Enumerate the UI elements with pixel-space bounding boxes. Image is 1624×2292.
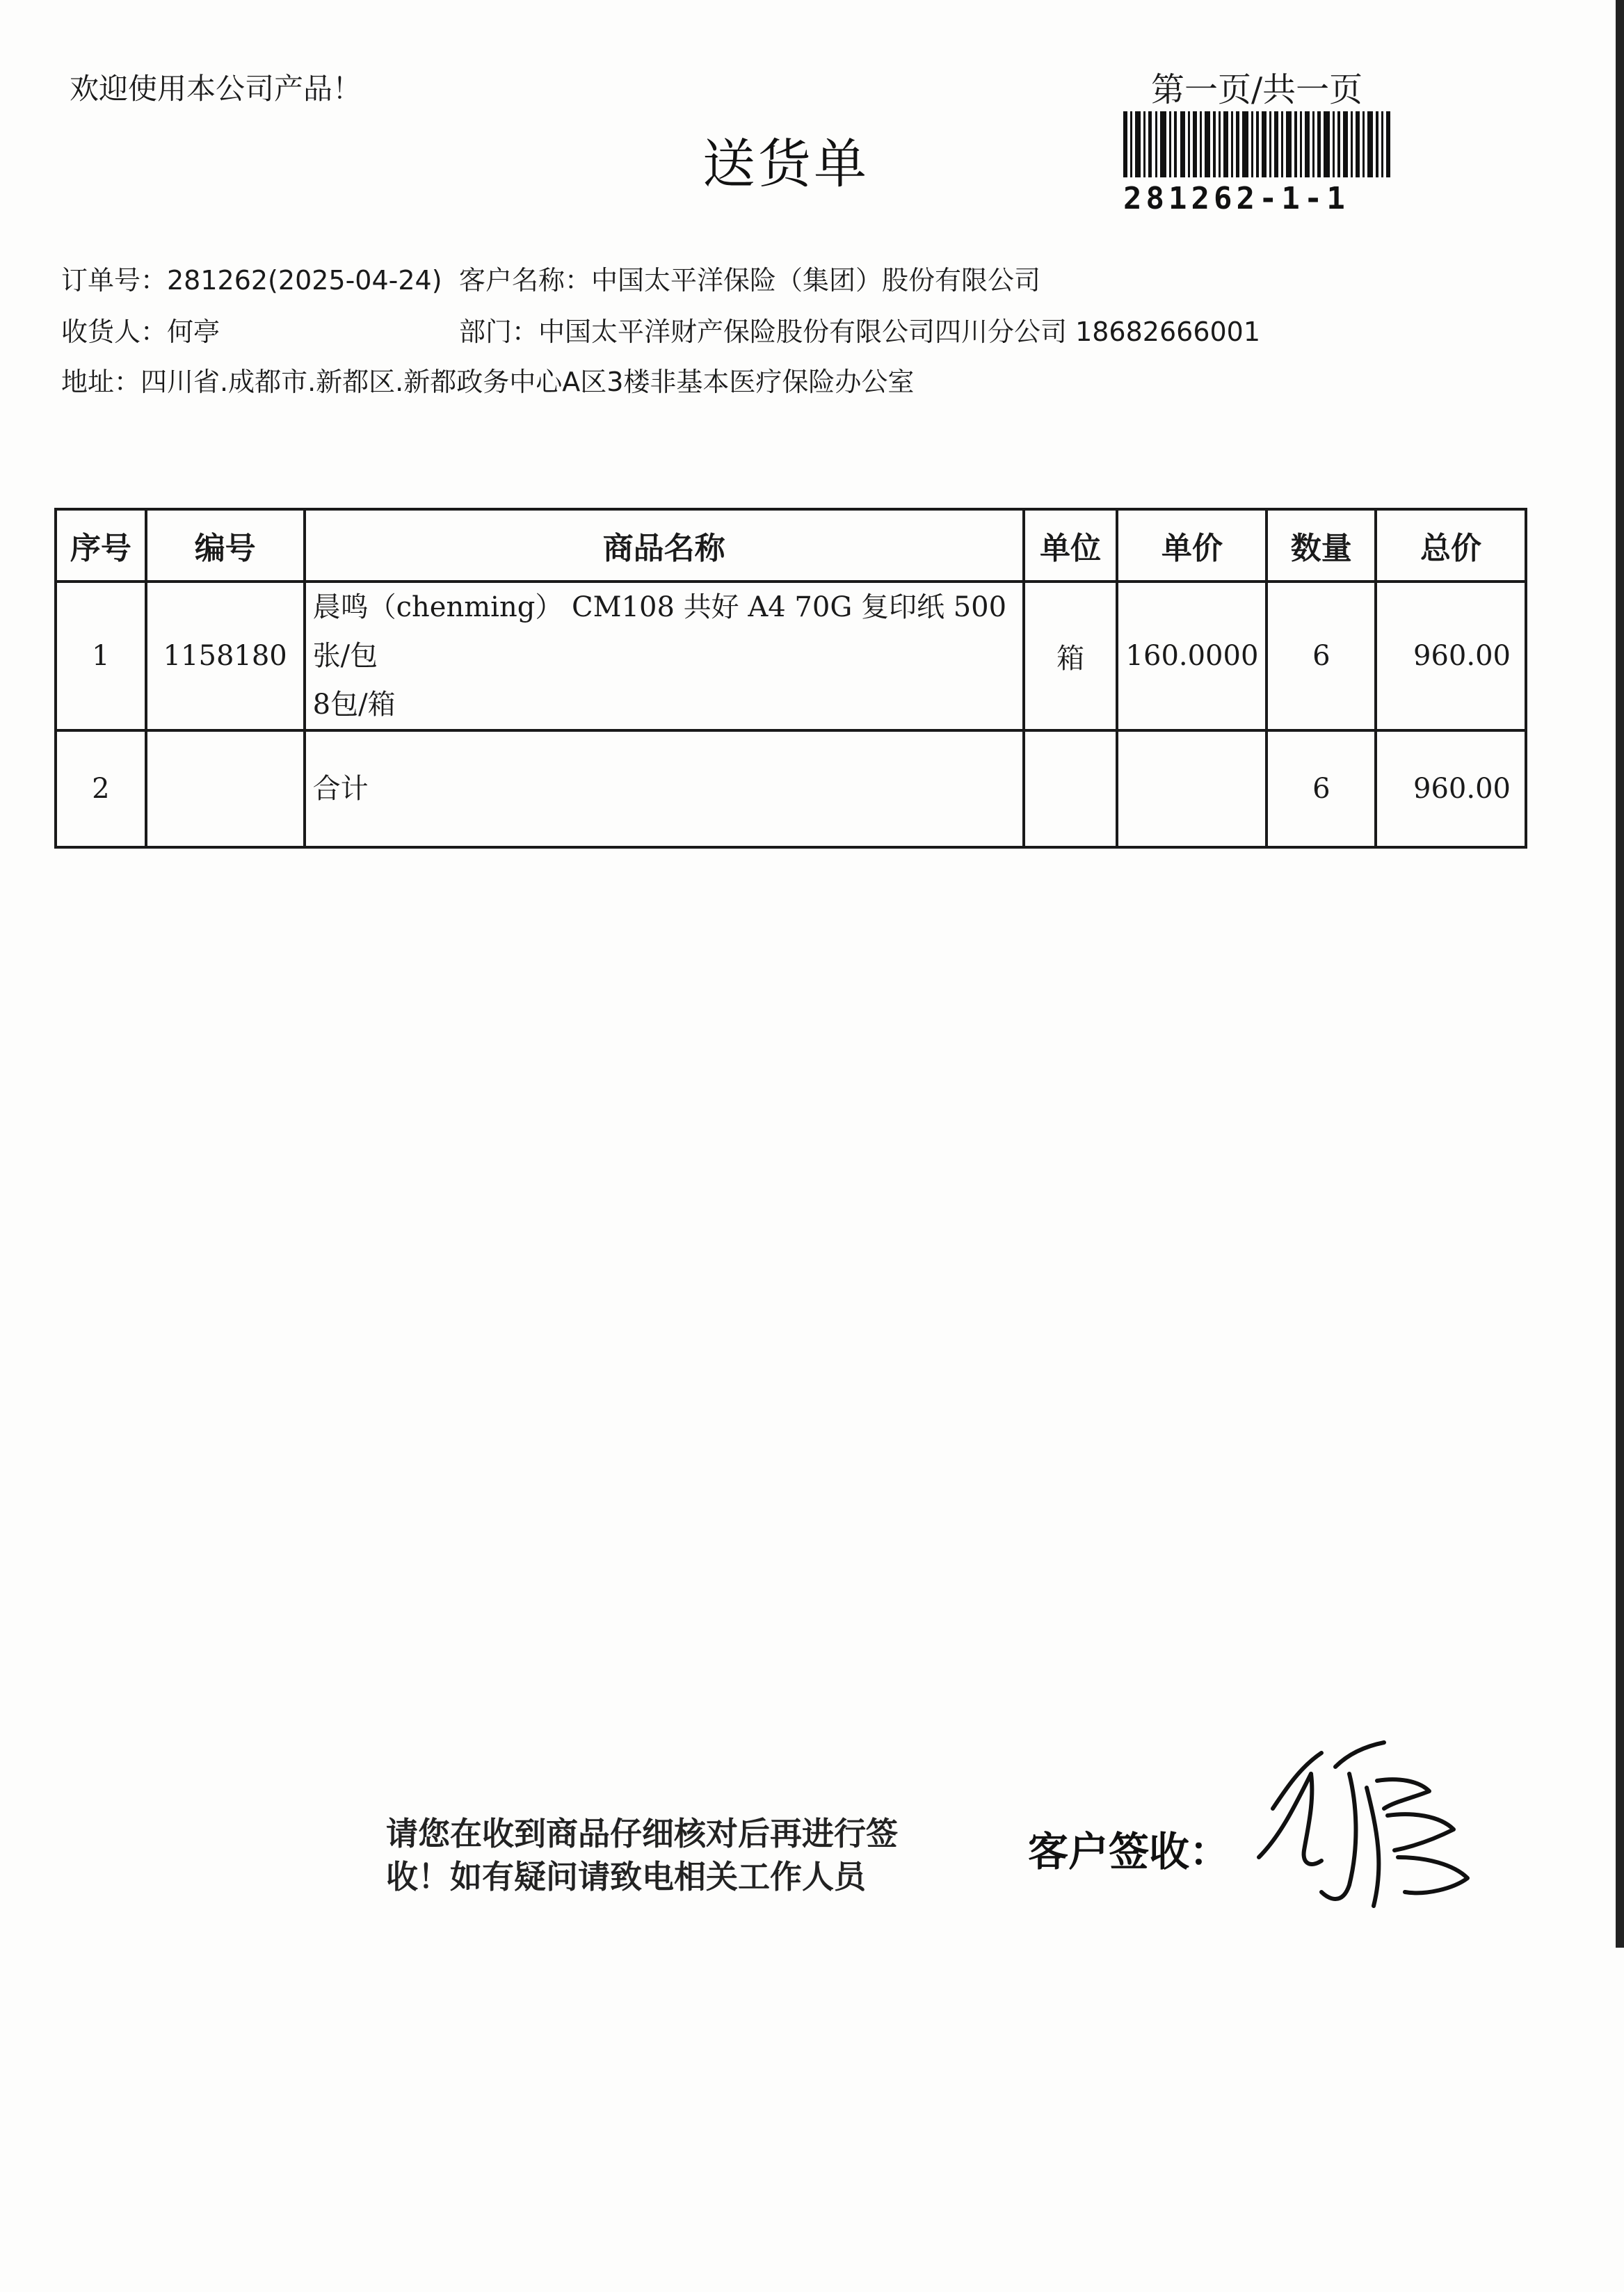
cell-qty: 6 bbox=[1267, 730, 1376, 847]
order-number: 订单号：281262(2025-04-24) bbox=[61, 265, 442, 296]
handwritten-signature bbox=[1245, 1725, 1481, 1913]
cell-name-line1: 晨鸣（chenming） CM108 共好 A4 70G 复印纸 500张/包 bbox=[312, 591, 1007, 672]
column-header-name: 商品名称 bbox=[305, 509, 1024, 582]
cell-code: 1158180 bbox=[146, 582, 305, 730]
customer-sign-label: 客户签收： bbox=[1028, 1828, 1230, 1875]
cell-total: 960.00 bbox=[1376, 730, 1526, 847]
footer-note bbox=[386, 1812, 928, 1898]
cell-name-line2: 8包/箱 bbox=[312, 689, 396, 721]
column-header-total: 总价 bbox=[1376, 509, 1526, 582]
column-header-unit: 单位 bbox=[1024, 509, 1118, 582]
footer-note-line2: 收！如有疑问请致电相关工作人员 bbox=[386, 1858, 866, 1896]
address: 地址：四川省.成都市.新都区.新都政务中心A区3楼非基本医疗保险办公室 bbox=[61, 367, 915, 397]
cell-unit bbox=[1024, 730, 1118, 847]
page-indicator: 第一页/共一页 bbox=[1151, 70, 1363, 109]
cell-name bbox=[305, 730, 1024, 847]
customer-name: 客户名称：中国太平洋保险（集团）股份有限公司 bbox=[459, 265, 1041, 296]
cell-seq: 2 bbox=[56, 730, 146, 847]
column-header-price: 单价 bbox=[1117, 509, 1267, 582]
cell-price bbox=[1117, 730, 1267, 847]
footer-note-line1: 请您在收到商品仔细核对后再进行签 bbox=[386, 1815, 898, 1852]
cell-qty: 6 bbox=[1267, 582, 1376, 730]
table-header-row bbox=[56, 509, 1526, 582]
barcode-number: 281262-1-1 bbox=[1123, 181, 1349, 216]
cell-unit: 箱 bbox=[1024, 582, 1118, 730]
barcode-icon bbox=[1123, 111, 1394, 177]
cell-name bbox=[305, 582, 1024, 730]
table-row bbox=[56, 582, 1526, 730]
goods-table bbox=[54, 508, 1527, 849]
document-title: 送货单 bbox=[702, 133, 869, 195]
department: 部门：中国太平洋财产保险股份有限公司四川分公司 18682666001 bbox=[459, 316, 1261, 347]
cell-code bbox=[146, 730, 305, 847]
cell-total: 960.00 bbox=[1376, 582, 1526, 730]
receiver: 收货人：何亭 bbox=[61, 316, 220, 347]
cell-seq: 1 bbox=[56, 582, 146, 730]
table-row bbox=[56, 730, 1526, 847]
page-edge-shadow bbox=[1616, 0, 1624, 1948]
cell-price: 160.0000 bbox=[1117, 582, 1267, 730]
column-header-seq: 序号 bbox=[56, 509, 146, 582]
welcome-text: 欢迎使用本公司产品！ bbox=[70, 72, 362, 106]
column-header-qty: 数量 bbox=[1267, 509, 1376, 582]
cell-name-line1: 合计 bbox=[312, 773, 369, 805]
column-header-code: 编号 bbox=[146, 509, 305, 582]
